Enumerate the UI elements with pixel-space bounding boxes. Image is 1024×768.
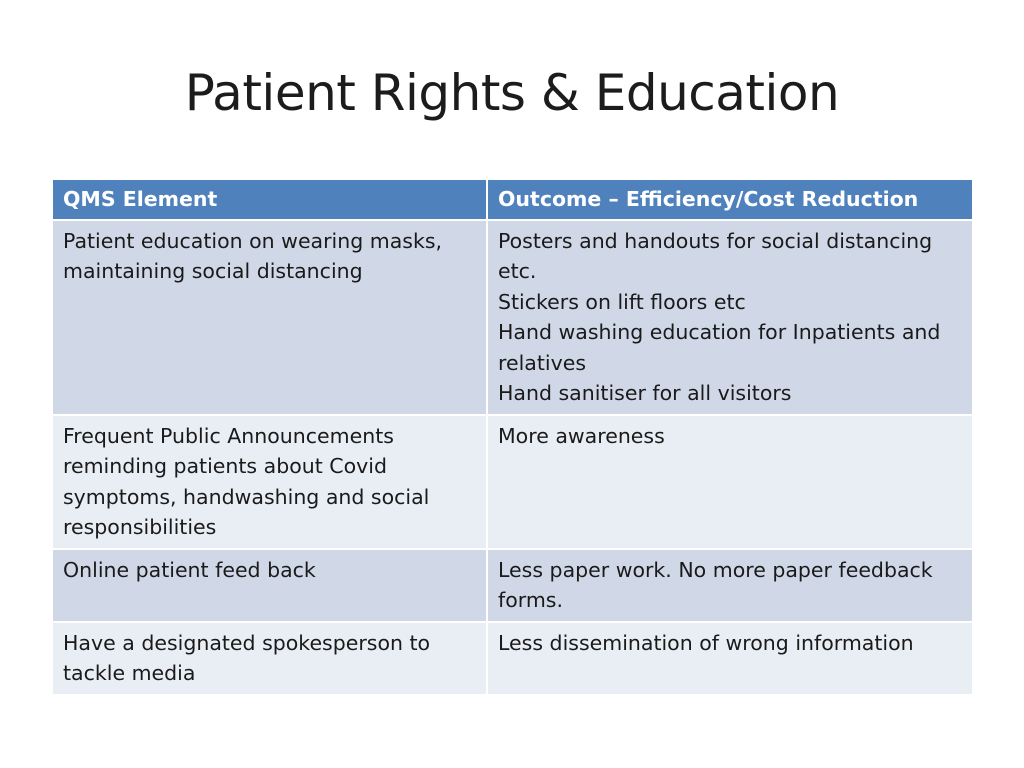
qms-table (51, 178, 974, 696)
header-outcome: Outcome – Efficiency/Cost Reduction (487, 179, 973, 220)
cell-outcome: More awareness (487, 415, 973, 549)
cell-qms-element: Online patient feed back (52, 549, 487, 622)
header-qms-element: QMS Element (52, 179, 487, 220)
cell-outcome: Less dissemination of wrong information (487, 622, 973, 695)
table-row (52, 415, 973, 549)
slide-title: Patient Rights & Education (184, 64, 840, 122)
cell-outcome: Less paper work. No more paper feedback forms. (487, 549, 973, 622)
cell-qms-element: Frequent Public Announcements reminding patients about Covid symptoms, handwashing and social responsibilities (52, 415, 487, 549)
cell-qms-element: Patient education on wearing masks, maintaining social distancing (52, 220, 487, 415)
cell-outcome: Posters and handouts for social distancing etc. Stickers on lift floors etc Hand washing education for Inpatients and relatives Hand sanitiser for all visitors (487, 220, 973, 415)
table-header-row (52, 179, 973, 220)
table-row (52, 622, 973, 695)
table-row (52, 549, 973, 622)
table-row (52, 220, 973, 415)
cell-qms-element: Have a designated spokesperson to tackle media (52, 622, 487, 695)
